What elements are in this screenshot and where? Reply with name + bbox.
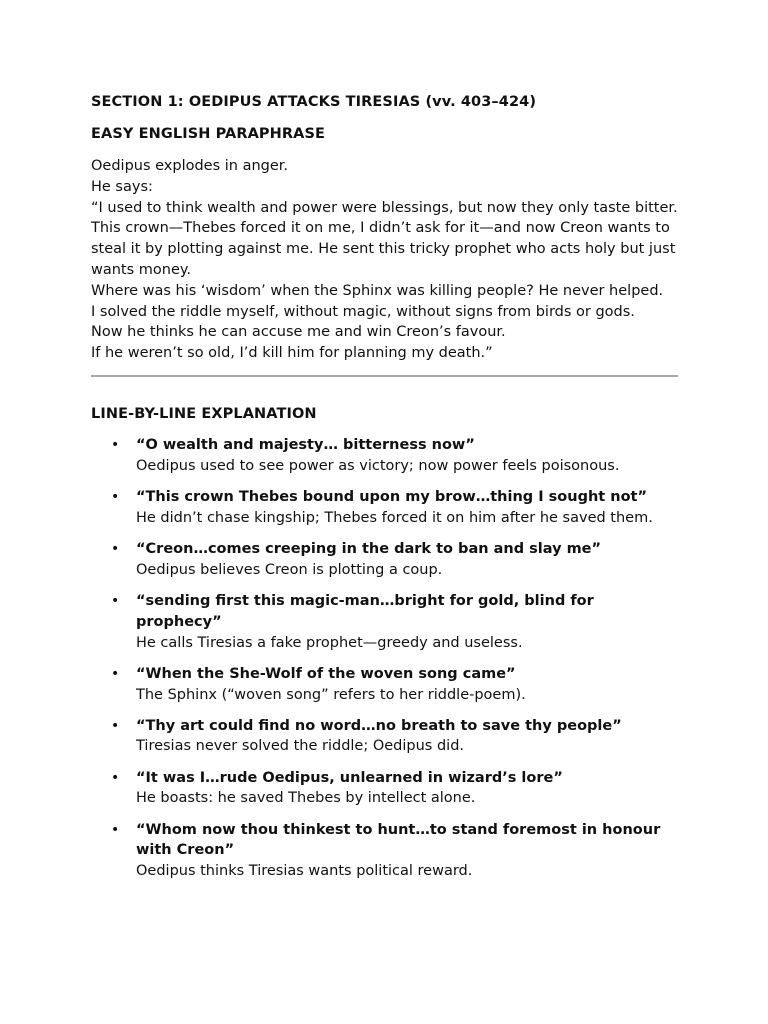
- list-item: [91, 435, 681, 477]
- list-item: [91, 664, 681, 706]
- paraphrase-line: He says:: [91, 178, 153, 195]
- paraphrase-line: If he weren’t so old, I’d kill him for planning my death.”: [91, 345, 493, 362]
- paraphrase-line: I solved the riddle myself, without magic, without signs from birds or gods.: [91, 303, 635, 320]
- paraphrase-line: Now he thinks he can accuse me and win Creon’s favour.: [91, 324, 506, 341]
- paraphrase-line: “I used to think wealth and power were blessings, but now they only taste bitter.: [91, 199, 678, 216]
- section-divider: [91, 375, 678, 377]
- paraphrase-line: Where was his ‘wisdom’ when the Sphinx was killing people? He never helped.: [91, 282, 664, 299]
- section-title: SECTION 1: OEDIPUS ATTACKS TIRESIAS (vv. 403–424): [91, 94, 537, 110]
- explanation-text: The Sphinx (“woven song” refers to her riddle-poem).: [136, 686, 526, 703]
- bullet-icon: •: [111, 540, 120, 557]
- paraphrase-line: Oedipus explodes in anger.: [91, 158, 289, 174]
- bullet-icon: •: [111, 665, 120, 682]
- explanation-text: Oedipus thinks Tiresias wants political reward.: [136, 863, 473, 880]
- paraphrase-line: This crown—Thebes forced it on me, I didn’t ask for it—and now Creon wants to steal it by plotting against me. He sent this tricky prophet who acts holy but just wants money.: [91, 220, 676, 278]
- bullet-icon: •: [111, 769, 120, 786]
- quoted-line: “O wealth and majesty… bitterness now”: [136, 436, 475, 453]
- quoted-line: “When the She-Wolf of the woven song came”: [136, 665, 516, 682]
- list-item: [91, 487, 681, 529]
- explanation-text: Oedipus used to see power as victory; now power feels poisonous.: [136, 457, 620, 474]
- list-item: [91, 716, 681, 758]
- bullet-icon: •: [111, 821, 120, 838]
- document-page: [91, 92, 681, 892]
- list-item: [91, 539, 681, 581]
- paraphrase-heading: EASY ENGLISH PARAPHRASE: [91, 126, 326, 142]
- quoted-line: “It was I…rude Oedipus, unlearned in wizard’s lore”: [136, 769, 563, 786]
- bullet-icon: •: [111, 717, 120, 734]
- bullet-icon: •: [111, 436, 120, 453]
- paraphrase-body: [91, 156, 681, 364]
- bullet-icon: •: [111, 592, 120, 609]
- explanation-text: He calls Tiresias a fake prophet—greedy and useless.: [136, 634, 523, 651]
- list-item: [91, 820, 681, 882]
- explanation-heading: LINE-BY-LINE EXPLANATION: [91, 405, 317, 422]
- list-item: [91, 768, 681, 810]
- explanation-text: Oedipus believes Creon is plotting a coup.: [136, 561, 443, 578]
- explanation-text: Tiresias never solved the riddle; Oedipus did.: [136, 738, 465, 755]
- quoted-line: “This crown Thebes bound upon my brow…thing I sought not”: [136, 488, 648, 505]
- list-item: [91, 591, 681, 653]
- quoted-line: “Creon…comes creeping in the dark to ban and slay me”: [136, 540, 602, 557]
- explanation-text: He didn’t chase kingship; Thebes forced it on him after he saved them.: [136, 509, 653, 526]
- explanation-list: [91, 435, 681, 882]
- explanation-text: He boasts: he saved Thebes by intellect alone.: [136, 790, 476, 807]
- quoted-line: “Thy art could find no word…no breath to save thy people”: [136, 717, 622, 734]
- bullet-icon: •: [111, 488, 120, 505]
- quoted-line: “Whom now thou thinkest to hunt…to stand foremost in honour with Creon”: [136, 821, 661, 859]
- quoted-line: “sending first this magic-man…bright for gold, blind for prophecy”: [136, 592, 594, 630]
